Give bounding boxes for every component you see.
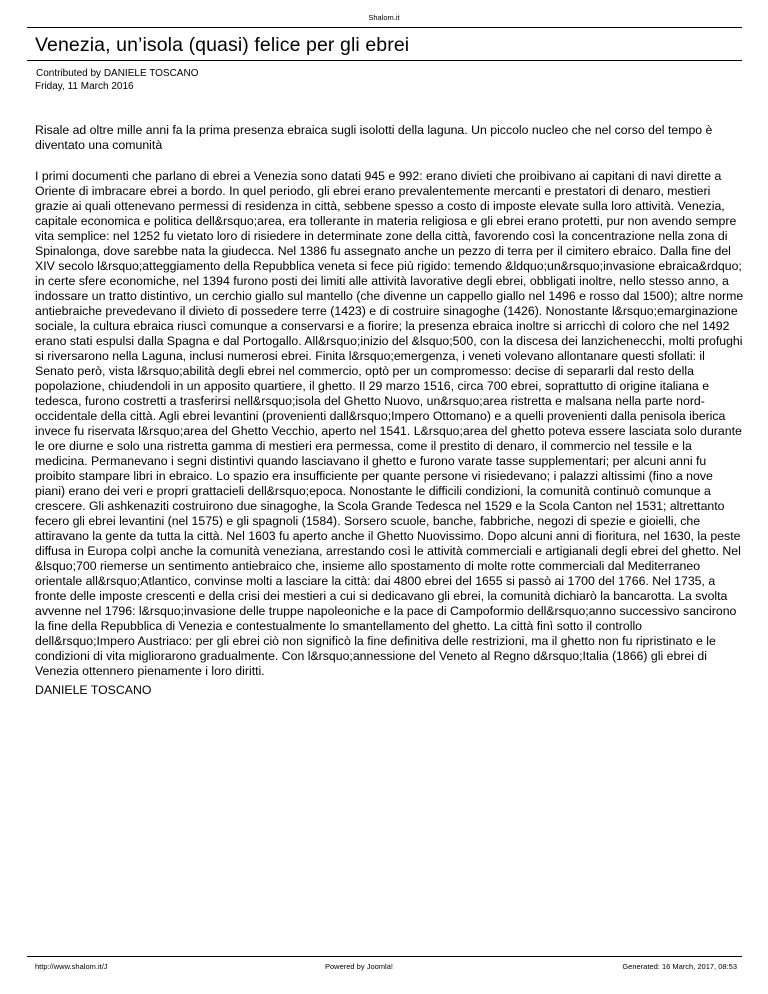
article-author: Contributed by DANIELE TOSCANO [36,68,199,79]
article-intro: Risale ad oltre mille anni fa la prima presenza ebraica sugli isolotti della laguna. Un piccolo nucleo che nel corso del tempo è diventato una comunità [35,123,713,152]
page-footer [35,962,737,974]
footer-url: http://www.shalom.it/J [35,962,108,971]
article-date: Friday, 11 March 2016 [35,81,134,92]
article-signature: DANIELE TOSCANO [35,683,152,697]
title-divider [27,60,742,61]
article-body: I primi documenti che parlano di ebrei a Venezia sono datati 945 e 992: erano divieti che proibivano ai capitani di navi dirette a Oriente di imbracare ebrei a bordo. In quel periodo, gli ebrei erano prevalentemente mercanti e prestatori di denaro, mestieri grazie ai quali ottenevano permessi di residenza in città, sebbene spesso a costo di imposte elevate sulla loro attività. Venezia, capitale economica e politica dell&rsquo;area, era tollerante in materia religiosa e gli ebrei erano protetti, pur non avendo sempre vita semplice: nel 1252 fu vietato loro di risiedere in determinate zone della città, favorendo così la concentrazione nella zona di Spinalonga, dove sarebbe nata la giudecca. Nel 1386 fu assegnato anche un pezzo di terra per il cimitero ebraico. Dalla fine del XIV secolo l&rsquo;atteggiamento della Repubblica veneta si fece più rigido: temendo &ldquo;un&rsquo;invasione ebraica&rdquo; in certe sfere economiche, nel 1394 furono posti dei limiti alle attività lavorative degli ebrei, obbligati inoltre, nello stesso anno, a indossare un tratto distintivo, un cerchio giallo sul mantello (che divenne un cappello giallo nel 1496 e rosso dal 1500); altre norme antiebraiche prevedevano il divieto di possedere terre (1423) e di costruire sinagoghe (1426). Nonostante l&rsquo;emarginazione sociale, la cultura ebraica riuscì comunque a conservarsi e a fiorire; la presenza ebraica inoltre si arricchì di coloro che nel 1492 erano stati espulsi dalla Spagna e dal Portogallo. All&rsquo;inizio del &lsquo;500, con la discesa dei lanzichenecchi, molti profughi si riversarono nella Laguna, inclusi numerosi ebrei. Finita l&rsquo;emergenza, i veneti volevano allontanare questi sfollati: il Senato però, vista l&rsquo;abilità degli ebrei nel commercio, optò per un compromesso: decise di separarli dal resto della popolazione, chiudendoli in un apposito quartiere, il ghetto. Il 29 marzo 1516, circa 700 ebrei, soprattutto di origine italiana e tedesca, furono costretti a trasferirsi nell&rsquo;isola del Ghetto Nuovo, un&rsquo;area ristretta e malsana nella parte nord-occidentale della città. Agli ebrei levantini (provenienti dall&rsquo;Impero Ottomano) e a quelli provenienti dalla penisola iberica invece fu riservata l&rsquo;area del Ghetto Vecchio, aperto nel 1541. L&rsquo;area del ghetto poteva essere lasciata solo durante le ore diurne e solo una ristretta gamma di mestieri era permessa, come il prestito di denaro, il commercio nel tessile e la medicina. Permanevano i segni distintivi quando lasciavano il ghetto e furono varate tasse supplementari; per alcuni anni fu proibito stampare libri in ebraico. Lo spazio era insufficiente per quante persone vi risiedevano; i palazzi altissimi (fino a nove piani) erano dei veri e propri grattacieli dell&rsquo;epoca. Nonostante le difficili condizioni, la comunità continuò comunque a crescere. Gli ashkenaziti costruirono due sinagoghe, la Scola Grande Tedesca nel 1529 e la Scola Canton nel 1531; altrettanto fecero gli ebrei levantini (nel 1575) e gli spagnoli (1584). Sorsero scuole, banche, fabbriche, negozi di spezie e gioielli, che attiravano la gente da tutta la città. Nel 1603 fu aperto anche il Ghetto Nuovissimo. Dopo alcuni anni di fioritura, nel 1630, la peste diffusa in Europa colpì anche la comunità veneziana, arrestando così le attività commerciali e artigianali degli ebrei del ghetto. Nel &lsquo;700 riemerse un sentimento antiebraico che, insieme allo spostamento di molte rotte commerciali dal Mediterraneo orientale all&rsquo;Atlantico, convinse molti a lasciare la città: dai 4800 ebrei del 1655 si passò ai 1700 del 1766. Nel 1735, a fronte delle imposte crescenti e della crisi dei mestieri a cui si dedicavano gli ebrei, la comunità dichiarò la bancarotta. La svolta avvenne nel 1796: l&rsquo;invasione delle truppe napoleoniche e la pace di Campoformio dell&rsquo;anno successivo sancirono la fine della Repubblica di Venezia e contestualmente lo smantellamento del ghetto. La città finì sotto il controllo dell&rsquo;Impero Austriaco: per gli ebrei ciò non significò la fine definitiva delle restrizioni, ma il ghetto non fu ripristinato e le condizioni di vita migliorarono gradualmente. Con l&rsquo;annessione del Veneto al Regno d&rsquo;Italia (1866) gli ebrei di Venezia ottennero pienamente i loro diritti. [35,169,744,678]
header-divider [27,27,742,28]
footer-divider [27,956,742,957]
footer-generated: Generated: 16 March, 2017, 08:53 [622,962,737,971]
article-title: Venezia, un’isola (quasi) felice per gli ebrei [35,34,410,56]
site-header: Shalom.it [368,13,400,22]
article-meta [35,67,198,93]
footer-powered-by: Powered by Joomla! [325,962,393,971]
